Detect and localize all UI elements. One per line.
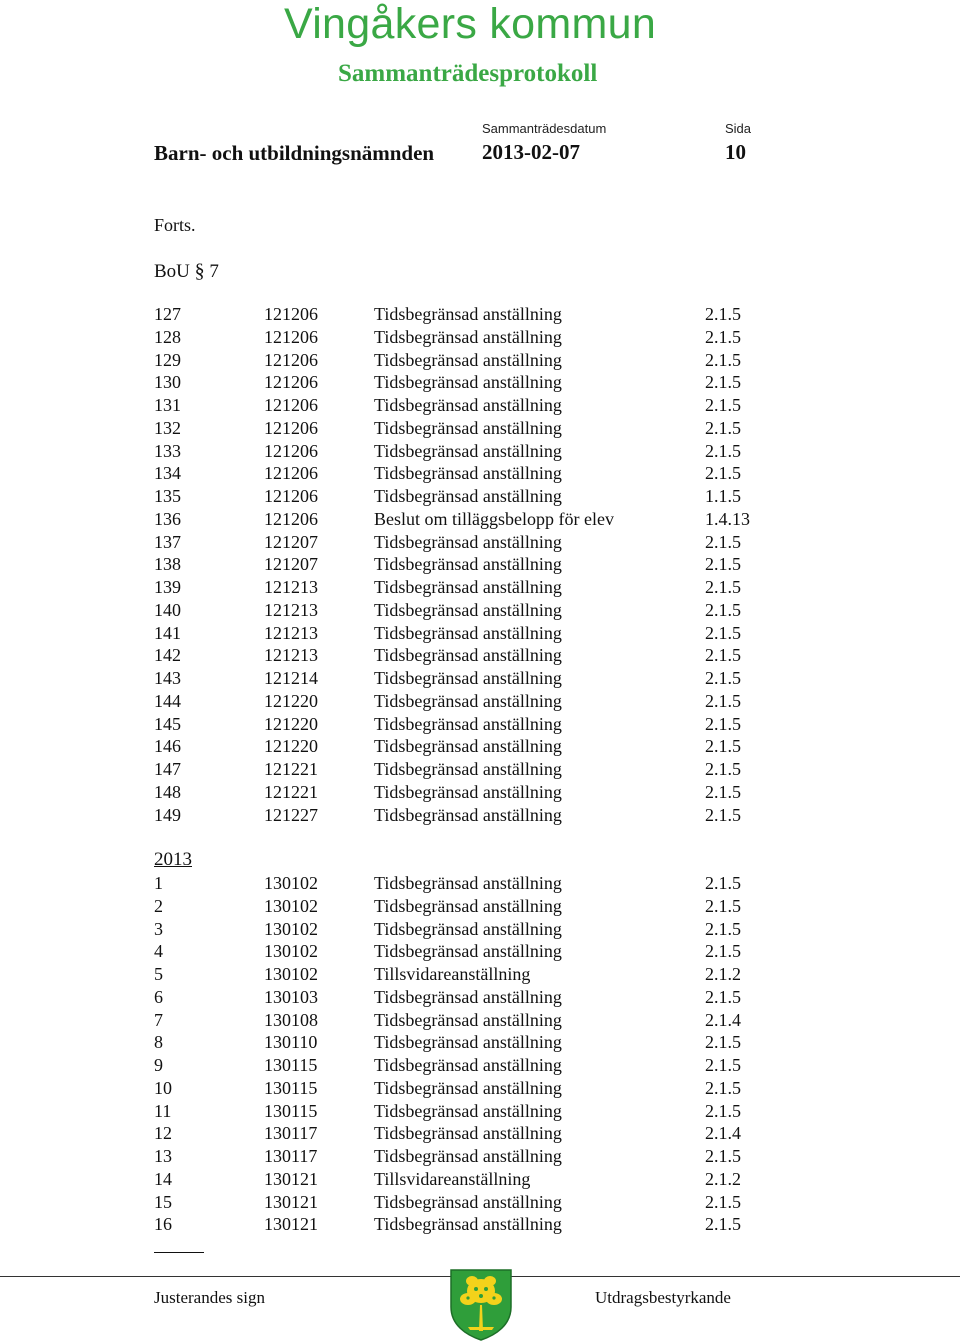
item-number: 4 xyxy=(154,941,163,962)
item-description: Tidsbegränsad anställning xyxy=(374,304,562,324)
item-description: Tidsbegränsad anställning xyxy=(374,873,562,893)
item-code: 2.1.5 xyxy=(705,395,741,415)
item-number: 5 xyxy=(154,964,163,984)
date-label: Sammanträdesdatum xyxy=(482,121,607,136)
list-item xyxy=(154,1145,814,1168)
list-item xyxy=(154,963,814,986)
item-date: 121207 xyxy=(264,531,318,552)
organization-name: Vingåkers kommun xyxy=(284,0,657,48)
item-date: 121213 xyxy=(264,599,318,620)
item-code: 2.1.5 xyxy=(705,759,741,779)
committee-name: Barn- och utbildningsnämnden xyxy=(154,141,435,165)
item-date: 121213 xyxy=(264,645,318,666)
list-item xyxy=(154,326,814,349)
item-date: 130103 xyxy=(264,986,318,1007)
item-date: 121206 xyxy=(264,417,318,438)
item-number: 15 xyxy=(154,1191,172,1212)
item-code: 2.1.5 xyxy=(705,349,741,370)
item-number: 130 xyxy=(154,372,181,393)
item-date: 121220 xyxy=(264,713,318,734)
list-item xyxy=(154,986,814,1009)
item-code: 2.1.5 xyxy=(705,1032,741,1053)
item-code: 2.1.5 xyxy=(705,713,741,734)
item-date: 130110 xyxy=(264,1032,318,1053)
list-item xyxy=(154,349,814,372)
footer-justerandes-sign: Justerandes sign xyxy=(154,1288,265,1307)
item-description: Tidsbegränsad anställning xyxy=(374,668,562,688)
item-code: 2.1.5 xyxy=(705,372,741,393)
list-item xyxy=(154,895,814,918)
item-number: 7 xyxy=(154,1009,163,1030)
item-description: Beslut om tilläggsbelopp för elev xyxy=(374,508,614,529)
list-item xyxy=(154,485,814,508)
item-code: 2.1.5 xyxy=(705,781,741,802)
item-number: 142 xyxy=(154,645,181,666)
item-code: 2.1.5 xyxy=(705,895,741,916)
item-date: 121206 xyxy=(264,395,318,415)
list-item xyxy=(154,462,814,485)
list-item xyxy=(154,690,814,713)
item-description: Tidsbegränsad anställning xyxy=(374,622,562,643)
item-description: Tidsbegränsad anställning xyxy=(374,417,562,438)
item-code: 2.1.2 xyxy=(705,1168,741,1189)
item-number: 141 xyxy=(154,622,181,643)
item-date: 130115 xyxy=(264,1100,318,1121)
list-item xyxy=(154,599,814,622)
item-code: 2.1.5 xyxy=(705,804,741,825)
item-number: 16 xyxy=(154,1214,172,1235)
list-item xyxy=(154,872,814,895)
item-code: 2.1.5 xyxy=(705,1146,741,1166)
item-number: 129 xyxy=(154,349,181,370)
item-description: Tidsbegränsad anställning xyxy=(374,759,562,779)
item-code: 2.1.5 xyxy=(705,326,741,347)
document-type: Sammanträdesprotokoll xyxy=(338,60,598,87)
item-date: 130115 xyxy=(264,1077,318,1098)
page-label: Sida xyxy=(725,121,752,136)
item-code: 2.1.5 xyxy=(705,690,741,711)
item-number: 6 xyxy=(154,986,163,1007)
list-item xyxy=(154,531,814,554)
item-description: Tidsbegränsad anställning xyxy=(374,531,562,552)
item-description: Tillsvidareanställning xyxy=(374,964,531,984)
list-item xyxy=(154,1122,814,1145)
item-date: 121206 xyxy=(264,463,318,484)
item-date: 121220 xyxy=(264,690,318,711)
item-number: 144 xyxy=(154,690,181,711)
item-code: 2.1.5 xyxy=(705,1055,741,1075)
item-code: 2.1.5 xyxy=(705,577,741,597)
item-date: 121227 xyxy=(264,804,318,825)
item-date: 121206 xyxy=(264,508,318,529)
item-description: Tidsbegränsad anställning xyxy=(374,645,562,666)
item-description: Tidsbegränsad anställning xyxy=(374,486,562,506)
decision-list-2012 xyxy=(154,303,814,826)
item-date: 130108 xyxy=(264,1009,318,1030)
item-description: Tidsbegränsad anställning xyxy=(374,690,562,711)
item-date: 130121 xyxy=(264,1214,318,1235)
item-number: 10 xyxy=(154,1077,172,1098)
list-item xyxy=(154,394,814,417)
section-heading xyxy=(154,260,219,283)
item-code: 2.1.5 xyxy=(705,873,741,893)
item-code: 2.1.5 xyxy=(705,531,741,552)
item-number: 140 xyxy=(154,599,181,620)
item-number: 133 xyxy=(154,440,181,461)
item-date: 121206 xyxy=(264,304,318,324)
list-item xyxy=(154,781,814,804)
item-code: 1.1.5 xyxy=(705,486,741,506)
item-number: 2 xyxy=(154,895,163,916)
item-date: 130117 xyxy=(264,1123,318,1144)
item-date: 130121 xyxy=(264,1168,318,1189)
item-date: 121214 xyxy=(264,668,318,688)
item-description: Tidsbegränsad anställning xyxy=(374,986,562,1007)
item-description: Tidsbegränsad anställning xyxy=(374,1077,562,1098)
item-number: 147 xyxy=(154,759,181,779)
item-description: Tidsbegränsad anställning xyxy=(374,804,562,825)
list-item xyxy=(154,417,814,440)
item-date: 121206 xyxy=(264,372,318,393)
item-description: Tidsbegränsad anställning xyxy=(374,326,562,347)
item-description: Tillsvidareanställning xyxy=(374,1168,531,1189)
item-description: Tidsbegränsad anställning xyxy=(374,895,562,916)
list-item xyxy=(154,303,814,326)
item-number: 13 xyxy=(154,1146,172,1166)
item-number: 11 xyxy=(154,1100,172,1121)
item-date: 130102 xyxy=(264,873,318,893)
item-code: 2.1.5 xyxy=(705,1191,741,1212)
item-code: 2.1.5 xyxy=(705,668,741,688)
item-number: 9 xyxy=(154,1055,163,1075)
list-item xyxy=(154,667,814,690)
item-code: 2.1.5 xyxy=(705,1077,741,1098)
item-description: Tidsbegränsad anställning xyxy=(374,781,562,802)
item-code: 2.1.4 xyxy=(705,1123,741,1144)
item-date: 130102 xyxy=(264,918,318,939)
decision-list-2013 xyxy=(154,872,814,1236)
item-code: 2.1.5 xyxy=(705,736,741,757)
item-number: 145 xyxy=(154,713,181,734)
list-item xyxy=(154,918,814,941)
item-code: 2.1.5 xyxy=(705,1214,741,1235)
item-date: 130115 xyxy=(264,1055,318,1075)
item-code: 2.1.5 xyxy=(705,440,741,461)
item-code: 2.1.5 xyxy=(705,941,741,962)
list-item xyxy=(154,553,814,576)
list-item xyxy=(154,644,814,667)
item-description: Tidsbegränsad anställning xyxy=(374,440,562,461)
list-item xyxy=(154,1191,814,1214)
item-date: 130102 xyxy=(264,895,318,916)
item-date: 130102 xyxy=(264,964,318,984)
item-date: 130117 xyxy=(264,1146,318,1166)
item-number: 148 xyxy=(154,781,181,802)
list-item xyxy=(154,713,814,736)
item-number: 136 xyxy=(154,508,181,529)
item-number: 128 xyxy=(154,326,181,347)
item-code: 2.1.5 xyxy=(705,918,741,939)
list-item xyxy=(154,940,814,963)
list-item xyxy=(154,1009,814,1032)
page-number: 10 xyxy=(725,140,746,164)
item-code: 2.1.5 xyxy=(705,1100,741,1121)
item-code: 2.1.5 xyxy=(705,417,741,438)
item-description: Tidsbegränsad anställning xyxy=(374,1191,562,1212)
item-number: 12 xyxy=(154,1123,172,1144)
item-description: Tidsbegränsad anställning xyxy=(374,1009,562,1030)
item-description: Tidsbegränsad anställning xyxy=(374,463,562,484)
item-description: Tidsbegränsad anställning xyxy=(374,713,562,734)
footer-utdragsbestyrkande: Utdragsbestyrkande xyxy=(595,1288,731,1307)
item-description: Tidsbegränsad anställning xyxy=(374,1123,562,1144)
item-description: Tidsbegränsad anställning xyxy=(374,395,562,415)
item-description: Tidsbegränsad anställning xyxy=(374,918,562,939)
item-description: Tidsbegränsad anställning xyxy=(374,1100,562,1121)
item-number: 146 xyxy=(154,736,181,757)
item-description: Tidsbegränsad anställning xyxy=(374,1055,562,1075)
item-description: Tidsbegränsad anställning xyxy=(374,1146,562,1166)
item-date: 130121 xyxy=(264,1191,318,1212)
list-item xyxy=(154,440,814,463)
list-item xyxy=(154,1031,814,1054)
list-item xyxy=(154,758,814,781)
item-number: 3 xyxy=(154,918,163,939)
item-number: 143 xyxy=(154,668,181,688)
list-item xyxy=(154,371,814,394)
list-item xyxy=(154,508,814,531)
item-number: 14 xyxy=(154,1168,172,1189)
municipal-crest-icon xyxy=(448,1267,514,1342)
continued-label: Forts. xyxy=(154,215,196,235)
item-description: Tidsbegränsad anställning xyxy=(374,599,562,620)
item-date: 121213 xyxy=(264,622,318,643)
item-code: 2.1.5 xyxy=(705,463,741,484)
year-heading: 2013 xyxy=(154,849,192,870)
list-item xyxy=(154,1213,814,1236)
list-item xyxy=(154,1054,814,1077)
item-date: 121206 xyxy=(264,349,318,370)
section-prefix: BoU xyxy=(154,261,190,282)
item-code: 2.1.5 xyxy=(705,304,741,324)
item-date: 121221 xyxy=(264,759,318,779)
item-code: 2.1.5 xyxy=(705,645,741,666)
list-item xyxy=(154,622,814,645)
item-number: 131 xyxy=(154,395,181,415)
item-number: 149 xyxy=(154,804,181,825)
item-description: Tidsbegränsad anställning xyxy=(374,1032,562,1053)
item-number: 132 xyxy=(154,417,181,438)
item-description: Tidsbegränsad anställning xyxy=(374,554,562,575)
item-date: 121206 xyxy=(264,440,318,461)
item-code: 2.1.5 xyxy=(705,599,741,620)
list-item xyxy=(154,1077,814,1100)
item-number: 127 xyxy=(154,304,181,324)
item-number: 134 xyxy=(154,463,181,484)
paragraph-symbol: § xyxy=(194,260,205,282)
item-date: 130102 xyxy=(264,941,318,962)
end-rule xyxy=(154,1252,204,1253)
list-item xyxy=(154,576,814,599)
item-description: Tidsbegränsad anställning xyxy=(374,372,562,393)
item-date: 121213 xyxy=(264,577,318,597)
item-description: Tidsbegränsad anställning xyxy=(374,1214,562,1235)
list-item xyxy=(154,1100,814,1123)
item-code: 2.1.5 xyxy=(705,622,741,643)
item-number: 138 xyxy=(154,554,181,575)
item-date: 121220 xyxy=(264,736,318,757)
list-item xyxy=(154,735,814,758)
item-description: Tidsbegränsad anställning xyxy=(374,577,562,597)
item-description: Tidsbegränsad anställning xyxy=(374,349,562,370)
item-description: Tidsbegränsad anställning xyxy=(374,941,562,962)
meeting-date: 2013-02-07 xyxy=(482,140,580,164)
section-number: 7 xyxy=(209,261,219,282)
item-number: 1 xyxy=(154,873,163,893)
item-code: 2.1.2 xyxy=(705,964,741,984)
item-number: 137 xyxy=(154,531,181,552)
item-date: 121206 xyxy=(264,326,318,347)
item-number: 8 xyxy=(154,1032,163,1053)
item-code: 1.4.13 xyxy=(705,508,750,529)
item-date: 121206 xyxy=(264,486,318,506)
item-code: 2.1.5 xyxy=(705,986,741,1007)
item-date: 121221 xyxy=(264,781,318,802)
item-number: 139 xyxy=(154,577,181,597)
item-number: 135 xyxy=(154,486,181,506)
list-item xyxy=(154,804,814,827)
item-code: 2.1.4 xyxy=(705,1009,741,1030)
item-description: Tidsbegränsad anställning xyxy=(374,736,562,757)
item-date: 121207 xyxy=(264,554,318,575)
item-code: 2.1.5 xyxy=(705,554,741,575)
list-item xyxy=(154,1168,814,1191)
